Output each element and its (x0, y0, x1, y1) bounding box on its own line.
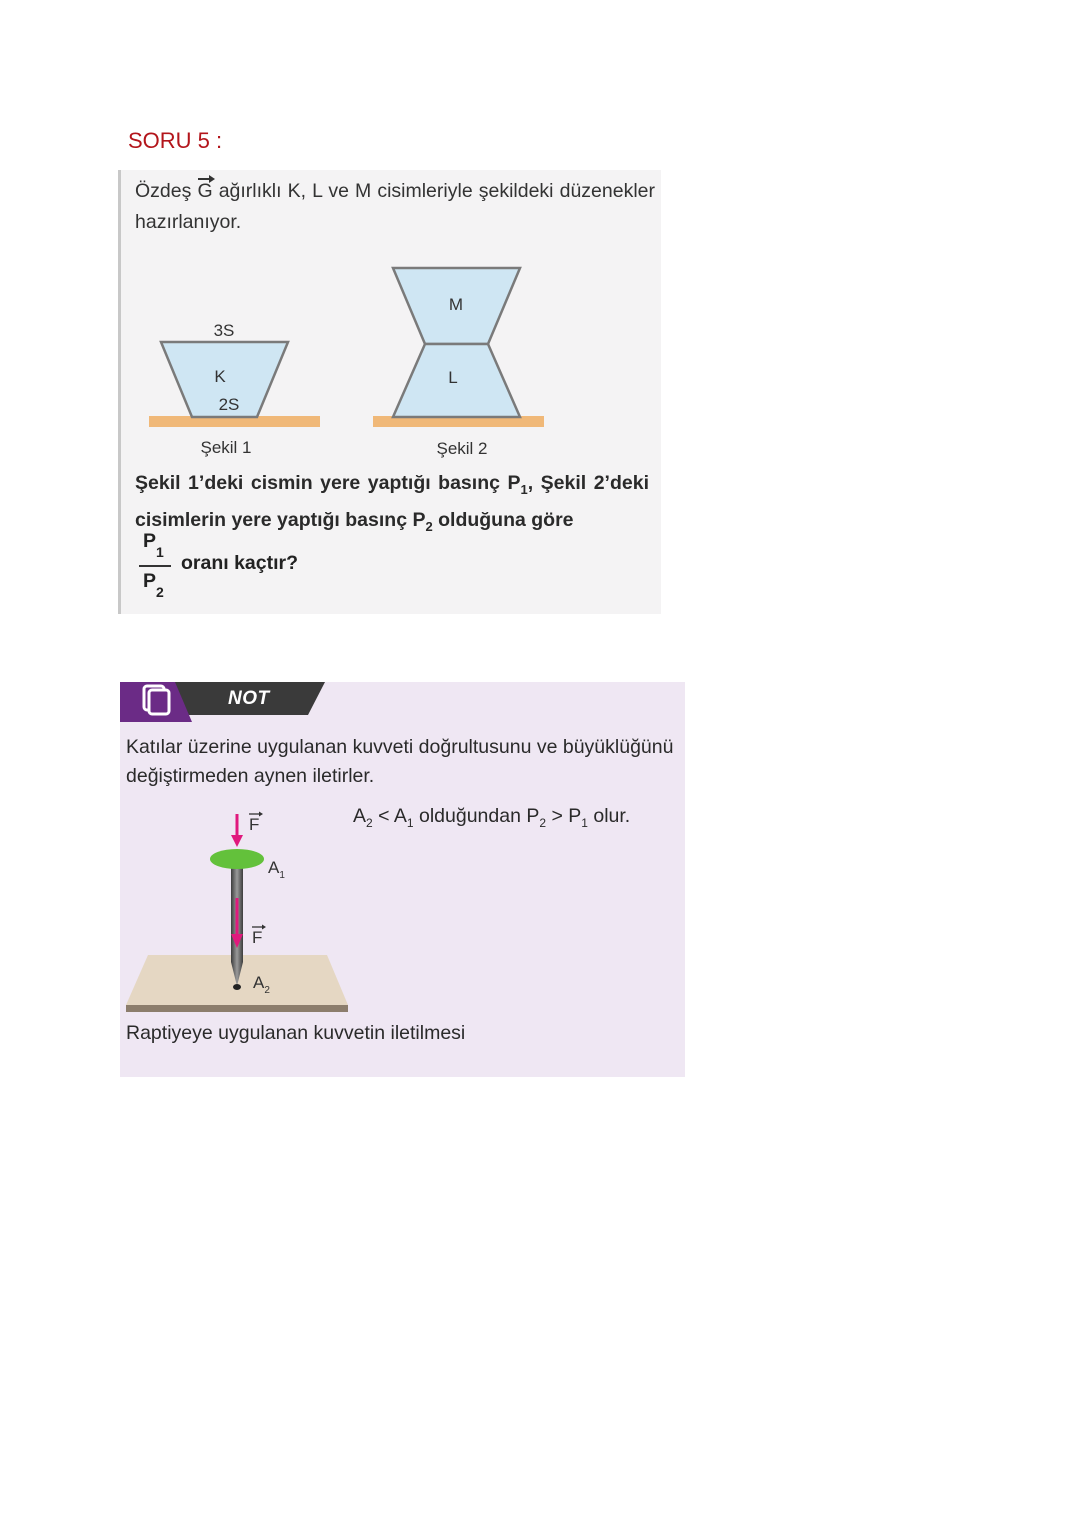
fraction-numerator: $P_1$ (143, 530, 164, 560)
question-text-part1: Şekil 1’deki cismin yere yaptığı basınç P (135, 472, 521, 494)
label-l: L (448, 368, 458, 387)
label-2s: 2S (218, 395, 240, 414)
force-label-mid: F (252, 928, 263, 947)
caption-figure2: Şekil 2 (436, 439, 488, 458)
pin-tip (233, 984, 241, 990)
note-label: NOT (228, 688, 270, 709)
fraction-line (139, 565, 171, 567)
force-label-top: F (249, 815, 260, 834)
fraction-denominator: $P_2$ (143, 570, 164, 600)
question-intro (135, 176, 655, 238)
area-label-tip: $A_2$ (253, 973, 270, 996)
question-sub2: 2 (425, 518, 433, 534)
question-text-part2: , Şekil 2’deki cisimlerin yere yaptığı basınç P (135, 472, 649, 531)
fraction-question-text: oranı kaçtır? (181, 552, 299, 574)
question-box (118, 170, 661, 614)
caption-figure1: Şekil 1 (200, 438, 252, 457)
force-arrow-top-head (231, 835, 243, 847)
question-sub1: 1 (520, 481, 528, 497)
note-box (120, 682, 685, 1077)
note-figure-caption: Raptiyeye uygulanan kuvvetin iletilmesi (126, 1022, 466, 1044)
label-k: K (214, 367, 226, 386)
area-label-head: $A_1$ (268, 858, 285, 881)
note-badge (120, 682, 325, 722)
question-number: SORU 5 : (128, 128, 223, 153)
label-3s: 3S (213, 321, 235, 340)
area-pressure-relation: $A_2 < A_1$ olduğundan $P_2 > P_1$ olur. (353, 805, 631, 830)
note-text: Katılar üzerine uygulanan kuvveti doğrultusunu ve büyüklüğünü değiştirmeden aynen iletirler. (126, 736, 674, 787)
intro-text-after: ağırlıklı K, L ve M cisimleriyle şekildeki düzenekler hazırlanıyor. (135, 180, 655, 233)
intro-text-before: Özdeş (135, 180, 198, 202)
weight-vector-symbol: G (197, 176, 212, 207)
board-edge (126, 1005, 348, 1012)
thumbtack-figure (120, 802, 360, 1017)
question-figures (121, 260, 661, 470)
question-text-part3: olduğuna göre (432, 508, 574, 531)
pin-head (210, 849, 264, 869)
pressure-ratio-fraction (137, 530, 337, 600)
label-m: M (448, 295, 464, 314)
